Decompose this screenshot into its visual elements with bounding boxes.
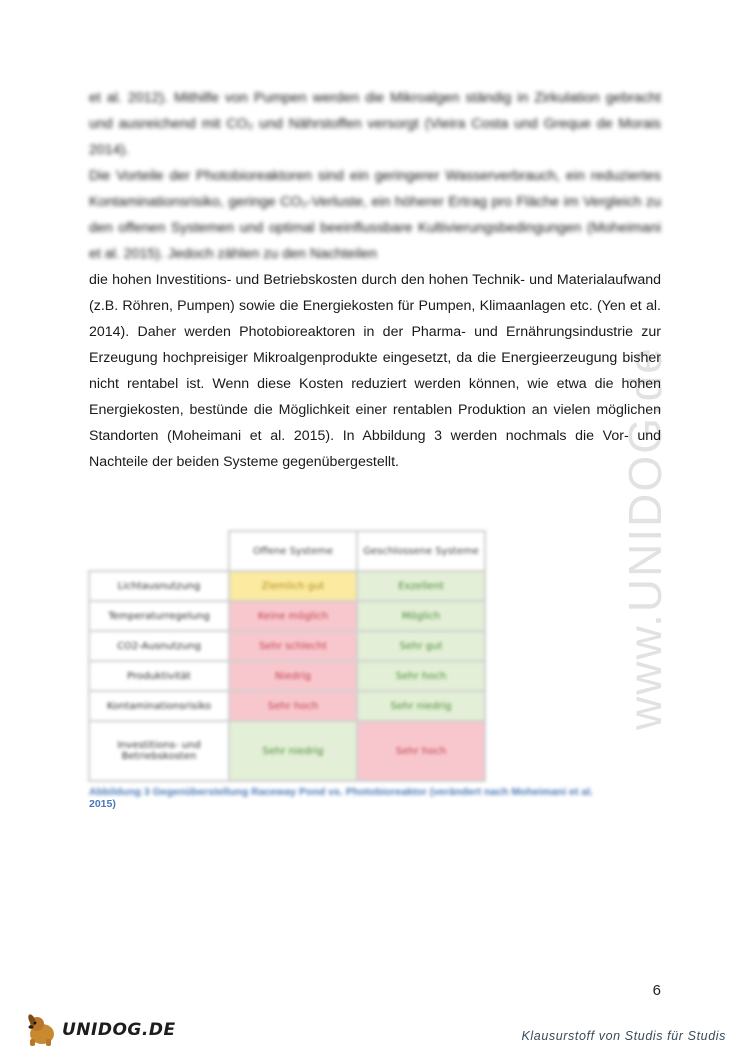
row-label: Temperaturregelung xyxy=(89,601,229,631)
cell-closed: Exzellent xyxy=(357,571,485,601)
comparison-table xyxy=(88,530,486,782)
page-number: 6 xyxy=(652,982,661,999)
footer-slogan: Klausurstoff von Studis für Studis xyxy=(521,1029,726,1043)
unidog-logo xyxy=(22,1012,176,1048)
cell-closed: Sehr hoch xyxy=(357,661,485,691)
cell-closed: Sehr gut xyxy=(357,631,485,661)
paragraph-advantages: Die Vorteile der Photobioreaktoren sind ein geringerer Wasserverbrauch, ein reduziertes Kontaminationsrisiko, geringe CO₂-Verluste, ein höherer Ertrag pro Fläche im Vergleich zu den offenen Systemen und optimal beeinflussbare Kultivierungsbedingungen (Moheimani et al. 2015). Jedoch zählen zu den Nachteilen xyxy=(89,168,661,262)
header-closed-systems: Geschlossene Systeme xyxy=(357,531,485,571)
table-row xyxy=(89,661,485,691)
cell-closed: Sehr hoch xyxy=(357,721,485,781)
watermark-text: www.UNIDOG.de xyxy=(619,346,671,730)
row-label: Produktivität xyxy=(89,661,229,691)
row-label: CO2-Ausnutzung xyxy=(89,631,229,661)
figure-caption xyxy=(89,786,661,810)
row-label: Investitions- und Betriebskosten xyxy=(89,721,229,781)
paragraph-disadvantages: die hohen Investitions- und Betriebskosten durch den hohen Technik- und Materialaufwand (z.B. Röhren, Pumpen) sowie die Energiekosten für Pumpen, Klimaanlagen etc. (Yen et al. 2014). Daher werden Photobioreaktoren in der Pharma- und Ernährungsindustrie zur Erzeugung hochpreisiger Mikroalgenprodukte eingesetzt, da die Energieerzeugung bisher nicht rentabel ist. Wenn diese Kosten reduziert werden können, wie etwa die hohen Energiekosten, bestünde die Möglichkeit einer rentablen Produktion an vielen möglichen Standorten (Moheimani et al. 2015). In Abbildung 3 werden nochmals die Vor- und Nachteile der beiden Systeme gegenübergestellt. xyxy=(89,272,661,470)
table-row xyxy=(89,721,485,781)
dog-icon xyxy=(22,1012,64,1048)
table-header-row xyxy=(89,531,485,571)
caption-line-2: 2015) xyxy=(89,798,116,810)
cell-open: Sehr hoch xyxy=(229,691,357,721)
header-open-systems: Offene Systeme xyxy=(229,531,357,571)
cell-closed: Sehr niedrig xyxy=(357,691,485,721)
row-label: Lichtausnutzung xyxy=(89,571,229,601)
paragraph-intro: et al. 2012). Mithilfe von Pumpen werden die Mikroalgen ständig in Zirkulation gebracht und ausreichend mit CO₂ und Nährstoffen versorgt (Vieira Costa und Greque de Morais 2014). xyxy=(89,90,661,158)
table-corner xyxy=(89,531,229,571)
caption-line-1: Abbildung 3 Gegenüberstellung Raceway Pond vs. Photobioreaktor (verändert nach Moheimani et al. xyxy=(89,786,594,798)
table-row xyxy=(89,571,485,601)
table-row xyxy=(89,691,485,721)
logo-wordmark: UNIDOG.DE xyxy=(62,1020,176,1040)
cell-open: Sehr niedrig xyxy=(229,721,357,781)
cell-closed: Möglich xyxy=(357,601,485,631)
table-row xyxy=(89,601,485,631)
table-row xyxy=(89,631,485,661)
cell-open: Ziemlich gut xyxy=(229,571,357,601)
cell-open: Keine möglich xyxy=(229,601,357,631)
cell-open: Sehr schlecht xyxy=(229,631,357,661)
row-label: Kontaminationsrisiko xyxy=(89,691,229,721)
cell-open: Niedrig xyxy=(229,661,357,691)
